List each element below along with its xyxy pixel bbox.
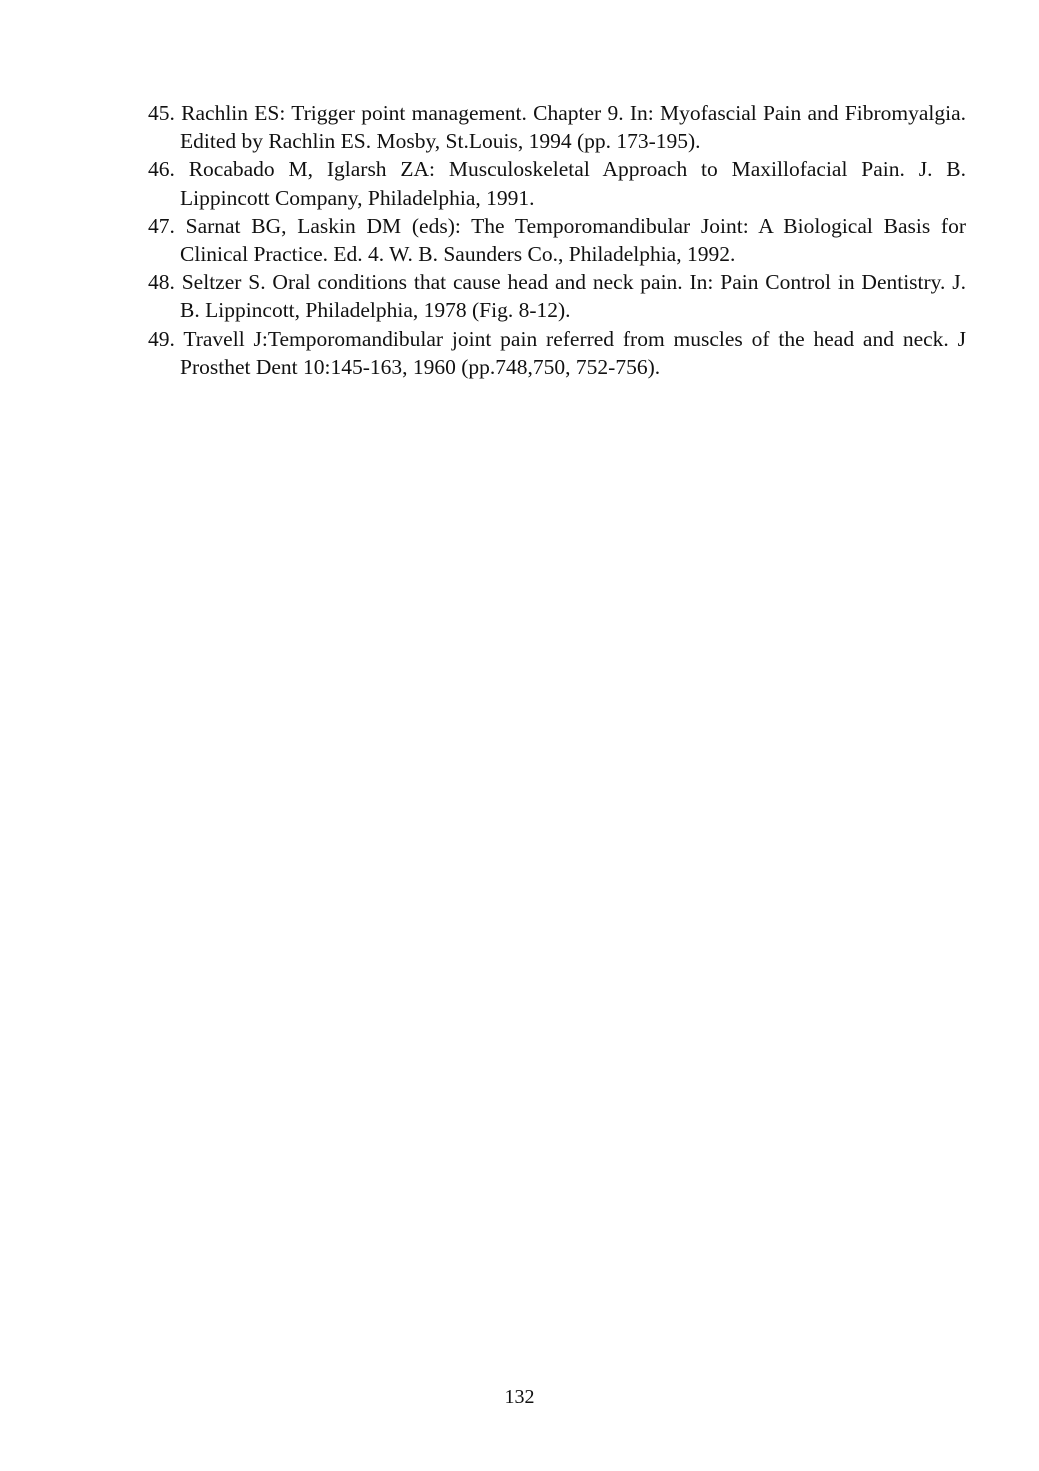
- reference-text: Rachlin ES: Trigger point management. Chapter 9. In: Myofascial Pain and Fibromyalgia. Edited by Rachlin ES. Mosby, St.Louis, 1994 (pp. 173-195).: [180, 101, 966, 154]
- reference-number: 45.: [148, 101, 175, 125]
- page-number: 132: [504, 1386, 535, 1408]
- reference-item-45: [148, 99, 966, 155]
- reference-list: [148, 99, 966, 381]
- reference-text: Seltzer S. Oral conditions that cause head and neck pain. In: Pain Control in Dentistry. J. B. Lippincott, Philadelphia, 1978 (Fig. 8-12).: [180, 270, 966, 323]
- reference-number: 49.: [148, 326, 175, 351]
- reference-number: 46.: [148, 157, 175, 182]
- reference-number: 48.: [148, 270, 175, 295]
- reference-text: Sarnat BG, Laskin DM (eds): The Temporomandibular Joint: A Biological Basis for Clinical Practice. Ed. 4. W. B. Saunders Co., Philadelphia, 1992.: [180, 213, 966, 267]
- reference-number: 47.: [148, 213, 175, 238]
- reference-item-48: [148, 268, 966, 324]
- reference-text: Travell J:Temporomandibular joint pain referred from muscles of the head and neck. J Prosthet Dent 10:145-163, 1960 (pp.748,750, 752-756).: [180, 326, 966, 379]
- reference-item-49: [148, 325, 966, 381]
- reference-item-46: [148, 155, 966, 211]
- reference-text: Rocabado M, Iglarsh ZA: Musculoskeletal Approach to Maxillofacial Pain. J. B. Lippincott Company, Philadelphia, 1991.: [180, 157, 967, 210]
- reference-item-47: [148, 212, 966, 268]
